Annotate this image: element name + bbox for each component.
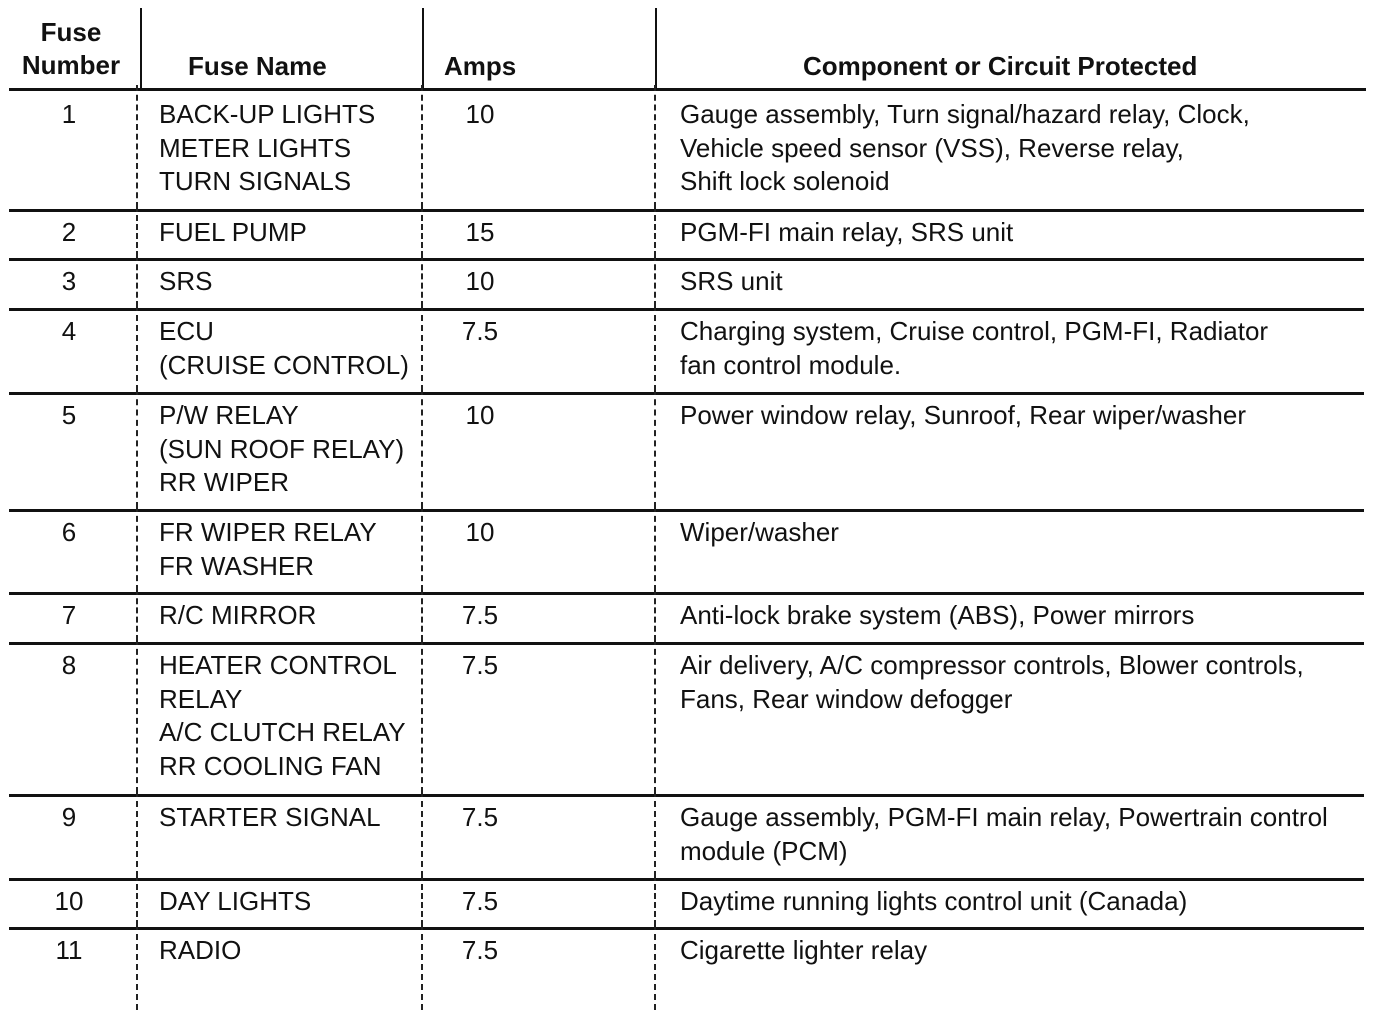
column-divider [136,506,138,591]
component-cell [680,399,1246,433]
column-divider [654,791,656,877]
fuse-name-cell [159,649,406,784]
column-divider [654,875,656,926]
fuse-name-cell [159,934,241,968]
fuse-number-cell: 10 [54,886,84,916]
row-separator [9,927,1364,930]
component-line: Shift lock solenoid [680,166,890,197]
fuse-name-cell [159,885,311,919]
fuse-name-line: FR WIPER RELAY [159,517,377,547]
amps-cell: 7.5 [461,802,499,832]
table-row [0,885,1376,928]
fuse-number-cell: 3 [61,266,77,296]
column-divider [654,389,656,508]
row-separator [9,509,1364,512]
fuse-number-cell: 1 [61,99,77,129]
fuse-name-line: (SUN ROOF RELAY) [159,433,405,464]
column-divider [136,875,138,926]
header-component: Component or Circuit Protected [803,51,1198,81]
fuse-name-line: A/C CLUTCH RELAY [159,717,406,748]
component-line: Anti-lock brake system (ABS), Power mirrors [680,600,1195,630]
column-divider [421,639,423,793]
component-line: Gauge assembly, PGM-FI main relay, Powertrain control [680,802,1328,832]
column-divider [421,255,423,307]
fuse-name-line: R/C MIRROR [159,600,317,630]
amps-cell: 7.5 [461,650,499,680]
fuse-number-cell: 6 [61,517,77,547]
column-divider [136,639,138,793]
amps-cell: 10 [465,99,495,129]
column-divider [136,305,138,391]
fuse-name-line: RR WIPER [159,467,289,498]
amps-cell: 7.5 [461,886,499,916]
fuse-name-line: SRS [159,266,213,296]
fuse-number-cell: 2 [61,217,77,247]
fuse-name-line: (CRUISE CONTROL) [159,349,409,380]
row-separator [9,209,1364,212]
column-divider [136,206,138,257]
component-cell [680,516,839,550]
fuse-name-cell [159,599,316,633]
column-divider [136,255,138,307]
amps-cell: 7.5 [461,935,499,965]
component-line: Air delivery, A/C compressor controls, Blower controls, [680,650,1304,680]
row-separator [9,592,1364,595]
component-line: PGM-FI main relay, SRS unit [680,217,1014,247]
fuse-name-cell [159,516,377,583]
fuse-name-line: ECU [159,316,214,346]
table-row [0,516,1376,593]
table-row [0,801,1376,879]
column-divider [136,791,138,877]
component-line: Gauge assembly, Turn signal/hazard relay, Clock, [680,99,1250,129]
component-cell [680,885,1187,919]
column-divider [421,85,423,208]
component-line: Power window relay, Sunroof, Rear wiper/washer [680,400,1246,430]
column-divider [654,924,656,1010]
component-cell [680,98,1250,199]
column-divider [654,506,656,591]
header-rule [9,88,1366,91]
fuse-number-cell: 11 [55,935,83,965]
row-separator [9,878,1364,881]
component-line: Fans, Rear window defogger [680,683,1013,714]
component-line: Daytime running lights control unit (Canada) [680,886,1188,916]
fuse-name-line: RADIO [159,935,242,965]
component-line: Vehicle speed sensor (VSS), Reverse relay, [680,132,1184,163]
column-divider [421,305,423,391]
component-cell [680,649,1304,716]
header-divider [422,8,424,88]
column-divider [421,791,423,877]
fuse-number-cell: 4 [61,316,77,346]
amps-cell: 10 [465,517,495,547]
column-divider [136,85,138,208]
component-line: SRS unit [680,266,783,296]
column-divider [654,255,656,307]
component-cell [680,801,1328,868]
component-line: Charging system, Cruise control, PGM-FI, Radiator [680,316,1269,346]
column-divider [136,589,138,641]
component-cell [680,599,1194,633]
column-divider [654,305,656,391]
fuse-name-cell [159,98,375,199]
fuse-name-line: FR WASHER [159,550,315,581]
fuse-name-line: RELAY [159,683,243,714]
column-divider [421,206,423,257]
table-row [0,216,1376,259]
component-line: module (PCM) [680,835,848,866]
row-separator [9,392,1364,395]
amps-cell: 7.5 [461,316,499,346]
amps-cell: 10 [465,266,495,296]
fuse-name-line: FUEL PUMP [159,217,307,247]
header-divider [140,8,142,88]
fuse-name-cell [159,315,409,382]
table-row [0,315,1376,393]
fuse-number-cell: 5 [61,400,77,430]
table-row [0,98,1376,210]
row-separator [9,308,1364,311]
component-line: Wiper/washer [680,517,839,547]
column-divider [421,389,423,508]
row-separator [9,794,1364,797]
column-divider [421,924,423,1010]
fuse-name-line: HEATER CONTROL [159,650,397,680]
fuse-name-cell [159,265,212,299]
component-line: fan control module. [680,349,902,380]
column-divider [421,875,423,926]
column-divider [654,639,656,793]
component-cell [680,265,783,299]
row-separator [9,642,1364,645]
column-divider [421,506,423,591]
column-divider [136,389,138,508]
table-row [0,649,1376,795]
column-divider [654,206,656,257]
table-row [0,934,1376,1012]
column-divider [654,85,656,208]
amps-cell: 10 [465,400,495,430]
header-divider [655,8,657,88]
component-cell [680,934,927,968]
fuse-name-cell [159,399,404,500]
fuse-name-line: METER LIGHTS [159,132,352,163]
fuse-name-line: DAY LIGHTS [159,886,312,916]
table-row [0,265,1376,309]
table-row [0,599,1376,643]
fuse-number-cell: 8 [61,650,77,680]
component-cell [680,315,1268,382]
column-divider [421,589,423,641]
fuse-name-line: BACK-UP LIGHTS [159,99,376,129]
header-fuse-number: Fuse Number [21,17,121,80]
fuse-number-cell: 9 [61,802,77,832]
fuse-name-line: STARTER SIGNAL [159,802,381,832]
column-divider [654,589,656,641]
row-separator [9,258,1364,261]
fuse-name-cell [159,216,307,250]
fuse-name-cell [159,801,381,835]
table-row [0,399,1376,510]
amps-cell: 15 [465,217,495,247]
component-line: Cigarette lighter relay [680,935,928,965]
fuse-number-cell: 7 [61,600,77,630]
header-amps: Amps [444,51,517,81]
fuse-name-line: P/W RELAY [159,400,299,430]
header-fuse-name: Fuse Name [188,51,327,81]
amps-cell: 7.5 [461,600,499,630]
fuse-name-line: RR COOLING FAN [159,751,382,782]
fuse-name-line: TURN SIGNALS [159,166,352,197]
column-divider [136,924,138,1010]
component-cell [680,216,1013,250]
